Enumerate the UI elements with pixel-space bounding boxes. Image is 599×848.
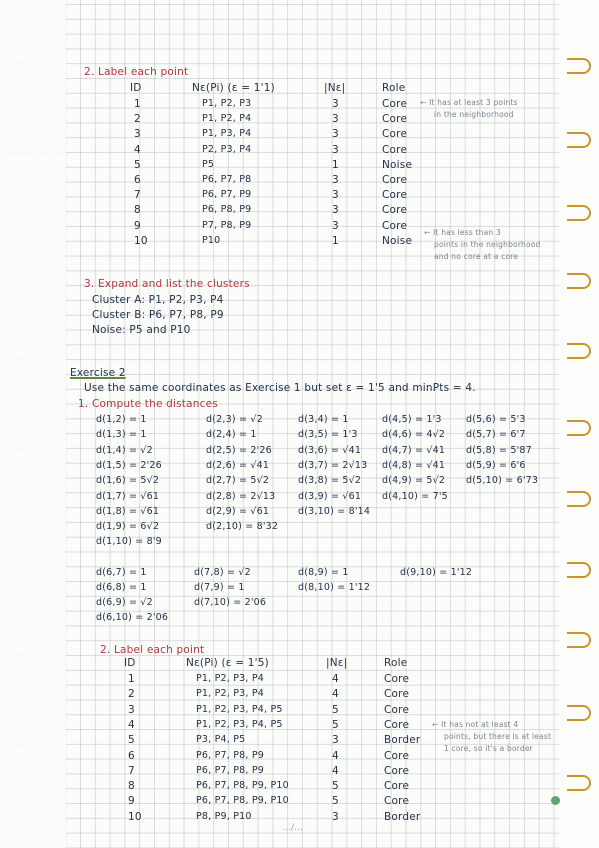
table3-cell: 3: [332, 734, 339, 747]
distance-value: d(2,6) = √41: [206, 459, 270, 471]
distance-value: d(6,7) = 1: [96, 567, 147, 578]
table1-cell: P1, P2, P4: [202, 113, 252, 125]
table1-cell: 3: [332, 98, 339, 110]
table1-cell: 1: [134, 98, 141, 110]
table3-cell: 5: [128, 734, 135, 747]
table3-cell: Core: [384, 764, 410, 777]
table3-cell: 5: [332, 703, 339, 716]
note-noise: ← It has less than 3: [424, 228, 501, 237]
note-noise-3: and no core at a core: [434, 252, 519, 261]
distance-value: d(1,7) = √61: [96, 490, 160, 502]
table3-cell: 4: [332, 749, 339, 762]
table1-cell: P5: [202, 158, 215, 170]
section1-heading: 2. Label each point: [84, 66, 189, 78]
cluster-b: Cluster B: P6, P7, P8, P9: [92, 309, 224, 321]
distance-value: d(3,10) = 8'14: [298, 505, 371, 517]
col-header-neighborhood: Nε(Pi) (ε = 1'1): [192, 82, 275, 94]
distance-value: d(2,4) = 1: [206, 429, 257, 441]
note-border-3: 1 core, so it's a border: [444, 744, 533, 753]
table3-cell: 4: [332, 688, 339, 701]
distance-value: d(1,2) = 1: [96, 414, 147, 425]
table3-cell: Core: [384, 718, 410, 731]
table3-cell: 9: [128, 795, 135, 808]
status-dot: [551, 796, 560, 805]
table1-cell: Core: [382, 128, 408, 141]
distance-value: d(7,10) = 2'06: [194, 597, 267, 608]
binder-ring: [567, 562, 591, 578]
table1-cell: P6, P8, P9: [202, 204, 252, 216]
binder-rings: [559, 0, 599, 848]
table3-cell: 8: [128, 780, 135, 793]
table3-cell: 5: [332, 718, 339, 731]
distance-value: d(3,8) = 5√2: [298, 475, 362, 487]
table1-cell: 3: [332, 219, 339, 232]
distance-value: d(1,9) = 6√2: [96, 521, 160, 533]
table3-cell: P6, P7, P8, P9: [196, 764, 265, 776]
distance-value: d(2,9) = √61: [206, 505, 270, 517]
distance-value: d(7,9) = 1: [194, 582, 245, 593]
distance-value: d(1,8) = √61: [96, 505, 160, 517]
table1-cell: P7, P8, P9: [202, 219, 252, 231]
table3-cell: P1, P2, P3, P4, P5: [196, 703, 283, 715]
distance-value: d(5,8) = 5'87: [466, 444, 532, 456]
distance-value: d(4,5) = 1'3: [382, 414, 442, 425]
table1-cell: 6: [134, 174, 141, 186]
col-header-neighborhood-2: Nε(Pi) (ε = 1'5): [186, 657, 269, 669]
table1-cell: Core: [382, 189, 408, 202]
distance-value: d(2,3) = √2: [206, 414, 263, 425]
table3-cell: Core: [384, 688, 410, 701]
page-number: …/…: [282, 823, 304, 833]
table1-cell: 3: [332, 174, 339, 186]
table3-cell: 1: [128, 673, 135, 685]
table1-cell: 10: [134, 234, 148, 247]
table3-cell: Border: [384, 810, 421, 823]
table1-cell: 7: [134, 189, 141, 202]
table1-cell: 3: [134, 128, 141, 141]
section3-heading: 2. Label each point: [100, 644, 205, 656]
table3-cell: Core: [384, 703, 410, 716]
table3-cell: Border: [384, 734, 421, 747]
table3-cell: Core: [384, 749, 410, 762]
note-border-2: points, but there is at least: [444, 732, 552, 741]
distance-value: d(3,4) = 1: [298, 414, 349, 425]
distance-value: d(7,8) = √2: [194, 567, 251, 578]
distance-value: d(6,9) = √2: [96, 597, 153, 608]
table3-cell: P1, P2, P3, P4: [196, 673, 265, 684]
distance-value: d(8,10) = 1'12: [298, 582, 371, 593]
binder-ring: [567, 775, 591, 791]
distance-value: d(4,10) = 7'5: [382, 490, 448, 502]
table1-cell: 3: [332, 189, 339, 202]
col-header-id-2: ID: [124, 657, 136, 669]
binder-ring: [567, 58, 591, 74]
note-border: ← It has not at least 4: [432, 720, 519, 729]
distance-value: d(2,10) = 8'32: [206, 521, 279, 533]
note-noise-2: points in the neighborhood: [434, 240, 541, 249]
distance-value: d(5,6) = 5'3: [466, 414, 526, 425]
table1-cell: P6, P7, P8: [202, 174, 252, 185]
exercise-subheading: 1. Compute the distances: [78, 398, 218, 410]
section2-heading: 3. Expand and list the clusters: [84, 278, 250, 290]
note-core: ← It has at least 3 points: [420, 98, 518, 107]
distance-value: d(2,5) = 2'26: [206, 444, 272, 456]
table3-cell: P1, P2, P3, P4: [196, 688, 265, 700]
table1-cell: P10: [202, 234, 221, 246]
table1-cell: 2: [134, 113, 141, 126]
col-header-count-2: |Nε|: [326, 657, 348, 669]
col-header-role-2: Role: [384, 657, 408, 669]
table3-cell: 7: [128, 764, 135, 777]
table1-cell: 9: [134, 219, 141, 232]
table3-cell: P1, P2, P3, P4, P5: [196, 718, 283, 730]
distance-value: d(3,7) = 2√13: [298, 459, 368, 471]
distance-value: d(4,9) = 5√2: [382, 475, 446, 487]
table3-cell: P3, P4, P5: [196, 734, 246, 746]
distance-value: d(1,3) = 1: [96, 429, 147, 441]
distance-value: d(3,6) = √41: [298, 444, 362, 456]
distance-value: d(3,5) = 1'3: [298, 429, 358, 441]
table1-cell: P2, P3, P4: [202, 143, 252, 155]
distance-value: d(2,7) = 5√2: [206, 475, 270, 487]
table3-cell: 5: [332, 780, 339, 793]
distance-value: d(9,10) = 1'12: [400, 567, 473, 578]
table1-cell: Noise: [382, 234, 413, 247]
exercise-statement: Use the same coordinates as Exercise 1 but set ε = 1'5 and minPts = 4.: [84, 382, 476, 394]
table3-cell: Core: [384, 673, 410, 685]
table3-cell: P8, P9, P10: [196, 810, 252, 822]
table1-cell: 1: [332, 158, 339, 171]
table1-cell: P1, P2, P3: [202, 98, 252, 109]
binder-ring: [567, 420, 591, 436]
table3-cell: 5: [332, 795, 339, 808]
distance-value: d(5,7) = 6'7: [466, 429, 526, 441]
distance-value: d(4,8) = √41: [382, 459, 446, 471]
binder-ring: [567, 632, 591, 648]
table1-cell: Core: [382, 113, 408, 126]
distance-value: d(5,10) = 6'73: [466, 475, 539, 487]
binder-ring: [567, 343, 591, 359]
table3-cell: 3: [332, 810, 339, 823]
col-header-id: ID: [130, 82, 142, 94]
col-header-role: Role: [382, 82, 406, 94]
distance-value: d(5,9) = 6'6: [466, 459, 526, 471]
table1-cell: Core: [382, 174, 408, 186]
table3-cell: 3: [128, 703, 135, 716]
table3-cell: Core: [384, 795, 410, 808]
distance-value: d(8,9) = 1: [298, 567, 349, 578]
noise-list: Noise: P5 and P10: [92, 324, 191, 336]
distance-value: d(2,8) = 2√13: [206, 490, 276, 502]
binder-ring: [567, 132, 591, 148]
table1-cell: P1, P3, P4: [202, 128, 252, 140]
table1-cell: Core: [382, 98, 408, 110]
exercise-title: Exercise 2: [70, 367, 126, 379]
table1-cell: P6, P7, P9: [202, 189, 252, 201]
distance-value: d(1,4) = √2: [96, 444, 153, 456]
table3-cell: P6, P7, P8, P9, P10: [196, 780, 289, 792]
page-margin: [0, 0, 66, 848]
table1-cell: Core: [382, 204, 408, 217]
distance-value: d(1,6) = 5√2: [96, 475, 160, 487]
binder-ring: [567, 705, 591, 721]
table1-cell: 3: [332, 113, 339, 126]
distance-value: d(1,10) = 8'9: [96, 536, 162, 548]
table1-cell: 8: [134, 204, 141, 217]
table1-cell: Core: [382, 143, 408, 156]
table1-cell: 5: [134, 158, 141, 171]
table1-cell: 4: [134, 143, 141, 156]
table3-cell: P6, P7, P8, P9, P10: [196, 795, 289, 807]
note-core-2: in the neighborhood: [434, 110, 514, 119]
binder-ring: [567, 491, 591, 507]
distance-value: d(1,5) = 2'26: [96, 459, 162, 471]
distance-value: d(4,6) = 4√2: [382, 429, 446, 441]
distance-value: d(4,7) = √41: [382, 444, 446, 456]
table1-cell: 3: [332, 143, 339, 156]
table3-cell: 4: [332, 673, 339, 685]
table3-cell: 4: [332, 764, 339, 777]
table1-cell: Core: [382, 219, 408, 232]
table3-cell: 2: [128, 688, 135, 701]
table1-cell: 1: [332, 234, 339, 247]
table3-cell: 6: [128, 749, 135, 762]
table3-cell: P6, P7, P8, P9: [196, 749, 265, 761]
table1-cell: Noise: [382, 158, 413, 171]
distance-value: d(6,8) = 1: [96, 582, 147, 593]
cluster-a: Cluster A: P1, P2, P3, P4: [92, 294, 224, 306]
distance-value: d(3,9) = √61: [298, 490, 362, 502]
table1-cell: 3: [332, 128, 339, 141]
binder-ring: [567, 273, 591, 289]
distance-value: d(6,10) = 2'06: [96, 612, 169, 623]
binder-ring: [567, 205, 591, 221]
table3-cell: 10: [128, 810, 142, 823]
table1-cell: 3: [332, 204, 339, 217]
col-header-count: |Nε|: [324, 82, 346, 94]
table3-cell: Core: [384, 780, 410, 793]
table3-cell: 4: [128, 718, 135, 731]
